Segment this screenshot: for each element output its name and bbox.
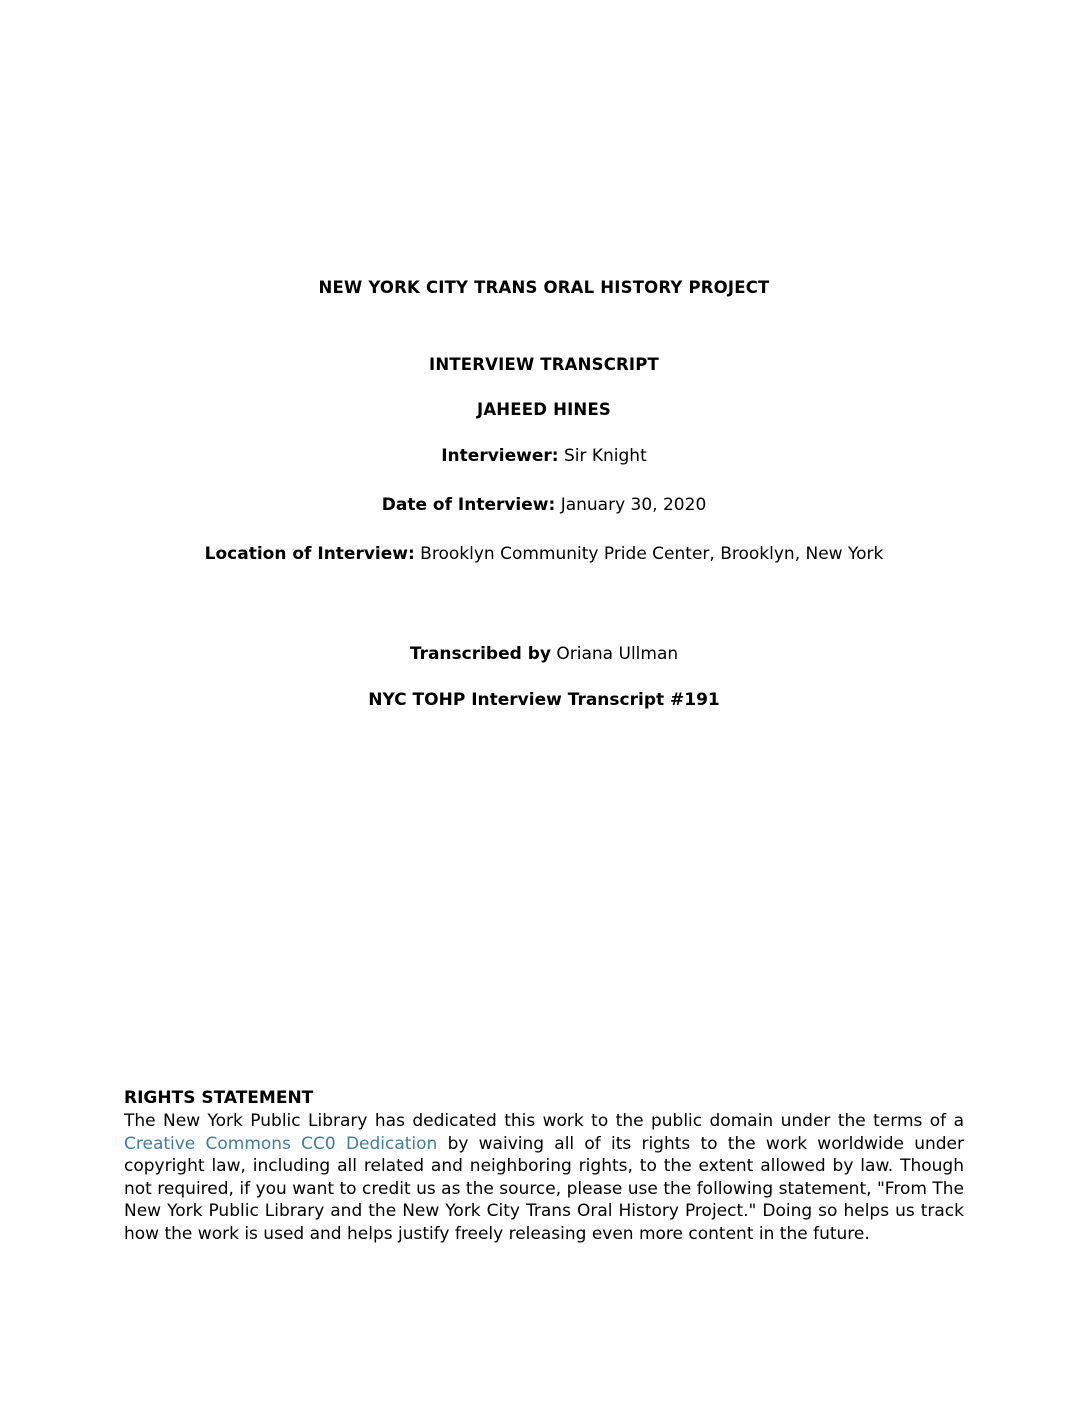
subject-name: JAHEED HINES: [476, 400, 611, 419]
rights-heading: RIGHTS STATEMENT: [124, 1088, 314, 1108]
creative-commons-link[interactable]: Creative Commons CC0 Dedication: [124, 1133, 438, 1154]
transcript-id: NYC TOHP Interview Transcript #191: [368, 689, 720, 710]
date-value: January 30, 2020: [555, 494, 707, 515]
interviewer-line: [0, 445, 1088, 468]
document-type: INTERVIEW TRANSCRIPT: [428, 355, 660, 374]
project-title: NEW YORK CITY TRANS ORAL HISTORY PROJECT: [318, 278, 770, 297]
rights-text-before-link: The New York Public Library has dedicated this work to the public domain under the terms of a: [124, 1111, 964, 1131]
spacer: [0, 592, 1088, 644]
transcribed-by-label: Transcribed by: [409, 643, 551, 664]
date-label: Date of Interview:: [381, 494, 556, 515]
transcribed-by-value: Oriana Ullman: [550, 643, 679, 664]
location-line: [0, 543, 1088, 566]
transcribed-by-line: [0, 644, 1088, 664]
title-block: [0, 278, 1088, 710]
spacer: [0, 374, 1088, 400]
interviewer-value: Sir Knight: [558, 446, 647, 466]
rights-text-after-link: by waiving all of its rights to the work worldwide under copyright law, including all related and neighboring rights, to the extent allowed by law. Though not required, if you want to credit us as the source, please use the following statement, "From The New York Public Library and the New York City Trans Oral History Project." Doing so helps us track how the work is used and helps justify freely releasing even more content in the future.: [124, 1133, 965, 1245]
date-line: [0, 494, 1088, 517]
rights-body: [124, 1110, 964, 1246]
spacer: [0, 297, 1088, 355]
location-value: Brooklyn Community Pride Center, Brooklyn, New York: [414, 543, 884, 564]
location-label: Location of Interview:: [204, 543, 415, 564]
spacer: [0, 419, 1088, 445]
interviewer-label: Interviewer:: [441, 446, 559, 466]
rights-statement-section: [124, 1088, 964, 1246]
